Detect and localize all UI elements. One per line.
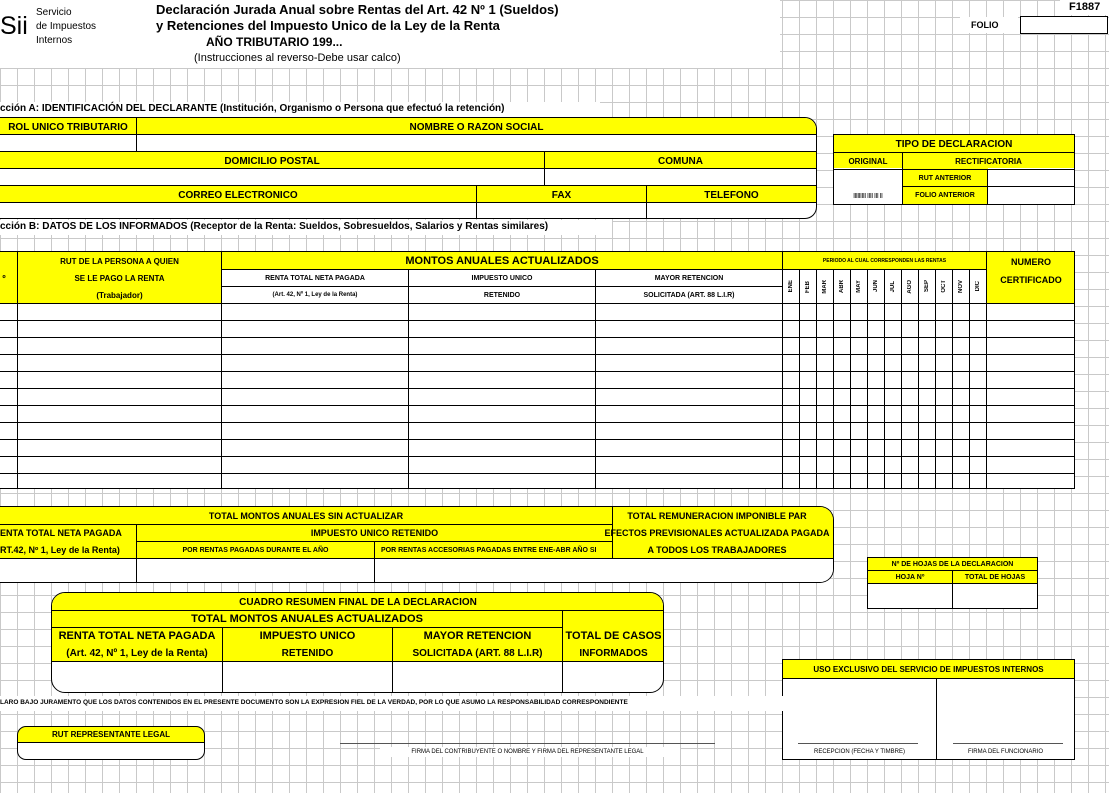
rut-col-header-line1: RUT DE LA PERSONA A QUIEN: [60, 256, 179, 266]
correo-field[interactable]: [0, 203, 476, 219]
resumen-impuesto-field[interactable]: [223, 662, 392, 693]
informados-table: [0, 251, 1075, 489]
nombre-label: NOMBRE O RAZON SOCIAL: [409, 121, 544, 133]
total-impuesto-header: IMPUESTO UNICO RETENIDO: [310, 528, 439, 538]
section-a-frame: [0, 117, 817, 219]
resumen-renta-line2: (Art. 42, Nº 1, Ley de la Renta): [66, 647, 208, 659]
resumen-mayor-line1: MAYOR RETENCION: [423, 630, 532, 642]
remuneracion-line3: A TODOS LOS TRABAJADORES: [647, 545, 787, 555]
firma-funcionario-area[interactable]: [937, 679, 1074, 743]
hoja-numero-label: HOJA Nº: [895, 573, 925, 581]
total-sin-actualizar: TOTAL MONTOS ANUALES SIN ACTUALIZAR: [208, 511, 404, 521]
total-hojas-field[interactable]: [953, 584, 1037, 608]
month-label: JUN: [873, 280, 879, 293]
rut-anterior-field[interactable]: [988, 170, 1074, 186]
rut-field[interactable]: [0, 135, 136, 151]
hoja-numero-field[interactable]: [868, 584, 952, 608]
org-name-line2: de Impuestos: [36, 21, 97, 32]
rut-anterior-label: RUT ANTERIOR: [918, 174, 972, 182]
total-remuneracion-field[interactable]: [613, 559, 833, 583]
total-accesorias-field[interactable]: [375, 559, 612, 583]
hojas-title: Nº DE HOJAS DE LA DECLARACION: [891, 560, 1014, 568]
resumen-title: CUADRO RESUMEN FINAL DE LA DECLARACION: [239, 596, 477, 608]
folio-field[interactable]: [1020, 16, 1108, 34]
firma-contribuyente-label: FIRMA DEL CONTRIBUYENTE O NOMBRE Y FIRMA DEL REPRESENTANTE LEGAL: [411, 749, 644, 755]
impuesto-col-header-line1: IMPUESTO UNICO: [471, 274, 533, 282]
month-label: MAY: [856, 280, 862, 293]
rut-label: ROL UNICO TRIBUTARIO: [8, 121, 128, 133]
comuna-label: COMUNA: [658, 155, 703, 167]
month-label: NOV: [958, 279, 964, 293]
resumen-casos-line1: TOTAL DE CASOS: [565, 630, 662, 642]
remuneracion-line2: EFECTOS PREVISIONALES ACTUALIZADA PAGADA: [604, 528, 830, 538]
total-renta-line2: RT.42, Nº 1, Ley de la Renta): [0, 545, 120, 555]
telefono-label: TELEFONO: [704, 189, 759, 201]
mayor-col-header-line1: MAYOR RETENCION: [654, 274, 724, 282]
correo-label: CORREO ELECTRONICO: [178, 189, 298, 201]
month-header-ene: [783, 270, 799, 303]
total-hojas-label: TOTAL DE HOJAS: [964, 573, 1026, 581]
numero-col-header: º: [2, 272, 6, 283]
section-a-title: cción A: IDENTIFICACIÓN DEL DECLARANTE (Institución, Organismo o Persona que efectuó la retención): [0, 103, 505, 114]
domicilio-label: DOMICILIO POSTAL: [224, 155, 320, 167]
org-name-line1: Servicio: [36, 7, 72, 18]
month-header-abr: [834, 270, 850, 303]
totales-frame: [0, 506, 834, 583]
form-title-line1: Declaración Jurada Anual sobre Rentas del Art. 42 Nº 1 (Sueldos): [156, 2, 559, 17]
original-label: ORIGINAL: [848, 156, 888, 166]
tipo-small-text: ||||||||| |||| ||| ||: [853, 193, 883, 199]
month-header-dic: [970, 270, 986, 303]
domicilio-field[interactable]: [0, 169, 544, 185]
month-label: OCT: [941, 280, 947, 293]
month-label: ENE: [788, 280, 794, 293]
uso-exclusivo-title: USO EXCLUSIVO DEL SERVICIO DE IMPUESTOS INTERNOS: [813, 665, 1044, 674]
hojas-box: [867, 557, 1038, 609]
fax-field[interactable]: [477, 203, 646, 219]
month-label: ABR: [839, 280, 845, 293]
firma-contribuyente-area[interactable]: [340, 712, 715, 743]
telefono-field[interactable]: [647, 203, 816, 219]
por-accesorias-header: POR RENTAS ACCESORIAS PAGADAS ENTRE ENE-ABR AÑO SI: [381, 546, 597, 554]
tax-year: AÑO TRIBUTARIO 199...: [206, 35, 343, 49]
month-header-nov: [953, 270, 969, 303]
month-header-feb: [800, 270, 816, 303]
resumen-renta-line1: RENTA TOTAL NETA PAGADA: [58, 630, 216, 642]
month-label: SEP: [924, 280, 930, 293]
month-header-oct: [936, 270, 952, 303]
total-renta-line1: ENTA TOTAL NETA PAGADA: [0, 528, 122, 538]
recepcion-label: RECEPCION (FECHA Y TIMBRE): [813, 749, 906, 755]
resumen-casos-field[interactable]: [563, 662, 664, 693]
section-b-title: cción B: DATOS DE LOS INFORMADOS (Receptor de la Renta: Sueldos, Sobresueldos, Salarios y Rentas similares): [0, 221, 549, 232]
resumen-mayor-field[interactable]: [393, 662, 562, 693]
folio-label: FOLIO: [971, 20, 999, 30]
comuna-field[interactable]: [545, 169, 816, 185]
uso-exclusivo-box: [782, 659, 1075, 760]
numero-certificado-line1: NUMERO: [1011, 257, 1051, 267]
numero-certificado-line2: CERTIFICADO: [1000, 275, 1062, 285]
resumen-renta-field[interactable]: [52, 662, 222, 693]
month-label: FEB: [805, 280, 811, 293]
form-title-line2: y Retenciones del Impuesto Unico de la Ley de la Renta: [156, 18, 500, 33]
renta-col-header-line1: RENTA TOTAL NETA PAGADA: [265, 274, 365, 282]
original-checkbox[interactable]: [834, 170, 902, 186]
firma-funcionario-label: FIRMA DEL FUNCIONARIO: [967, 749, 1044, 755]
month-label: MAR: [822, 279, 828, 294]
month-label: AGO: [907, 279, 913, 294]
resumen-impuesto-line1: IMPUESTO UNICO: [259, 630, 356, 642]
total-renta-field[interactable]: [0, 559, 136, 583]
mayor-col-header-line2: SOLICITADA (ART. 88 L.I.R): [643, 291, 735, 299]
total-por-rentas-field[interactable]: [137, 559, 374, 583]
month-label: DIC: [975, 281, 981, 292]
tipo-declaracion-title: TIPO DE DECLARACION: [895, 138, 1013, 150]
rut-col-header-line2: SE LE PAGO LA RENTA: [74, 273, 165, 283]
rectificatoria-label: RECTIFICATORIA: [955, 156, 1022, 166]
month-header-ago: [902, 270, 918, 303]
remuneracion-line1: TOTAL REMUNERACION IMPONIBLE PAR: [627, 511, 807, 521]
sii-logo: Sii: [0, 12, 28, 40]
rut-representante-field[interactable]: [17, 743, 205, 760]
fax-label: FAX: [551, 189, 572, 201]
org-name-line3: Internos: [36, 35, 73, 46]
renta-col-header-line2: (Art. 42, Nº 1, Ley de la Renta): [272, 292, 358, 298]
rut-representante-label: RUT REPRESENTANTE LEGAL: [17, 726, 205, 743]
form-code: F1887: [1069, 1, 1101, 13]
resumen-montos-title: TOTAL MONTOS ANUALES ACTUALIZADOS: [191, 613, 423, 625]
month-header-may: [851, 270, 867, 303]
month-label: JUL: [890, 280, 896, 293]
declaration-text: LARO BAJO JURAMENTO QUE LOS DATOS CONTENIDOS EN EL PRESENTE DOCUMENTO SON LA EXPRESION FIEL DE LA VERDAD, POR LO QUE ASUMO LA RESPONSABILIDAD CORRESPONDIENTE: [0, 699, 628, 706]
month-header-jul: [885, 270, 901, 303]
periodo-header: PERIODO AL CUAL CORRESPONDEN LAS RENTAS: [822, 258, 947, 264]
month-header-mar: [817, 270, 833, 303]
nombre-field[interactable]: [137, 135, 816, 151]
resumen-impuesto-line2: RETENIDO: [281, 647, 334, 659]
tipo-declaracion-box: [833, 134, 1075, 205]
month-header-sep: [919, 270, 935, 303]
montos-header: MONTOS ANUALES ACTUALIZADOS: [405, 255, 599, 267]
month-header-jun: [868, 270, 884, 303]
instructions-note: (Instrucciones al reverso-Debe usar calco): [194, 52, 401, 64]
impuesto-col-header-line2: RETENIDO: [483, 291, 521, 299]
folio-anterior-field[interactable]: [988, 187, 1074, 204]
folio-anterior-label: FOLIO ANTERIOR: [915, 192, 975, 199]
por-rentas-header: POR RENTAS PAGADAS DURANTE EL AÑO: [182, 546, 329, 554]
rut-col-header-line3: (Trabajador): [96, 290, 143, 300]
resumen-mayor-line2: SOLICITADA (ART. 88 L.I.R): [412, 647, 543, 659]
resumen-casos-line2: INFORMADOS: [579, 647, 648, 659]
recepcion-area[interactable]: [783, 679, 936, 743]
resumen-frame: [51, 592, 664, 693]
